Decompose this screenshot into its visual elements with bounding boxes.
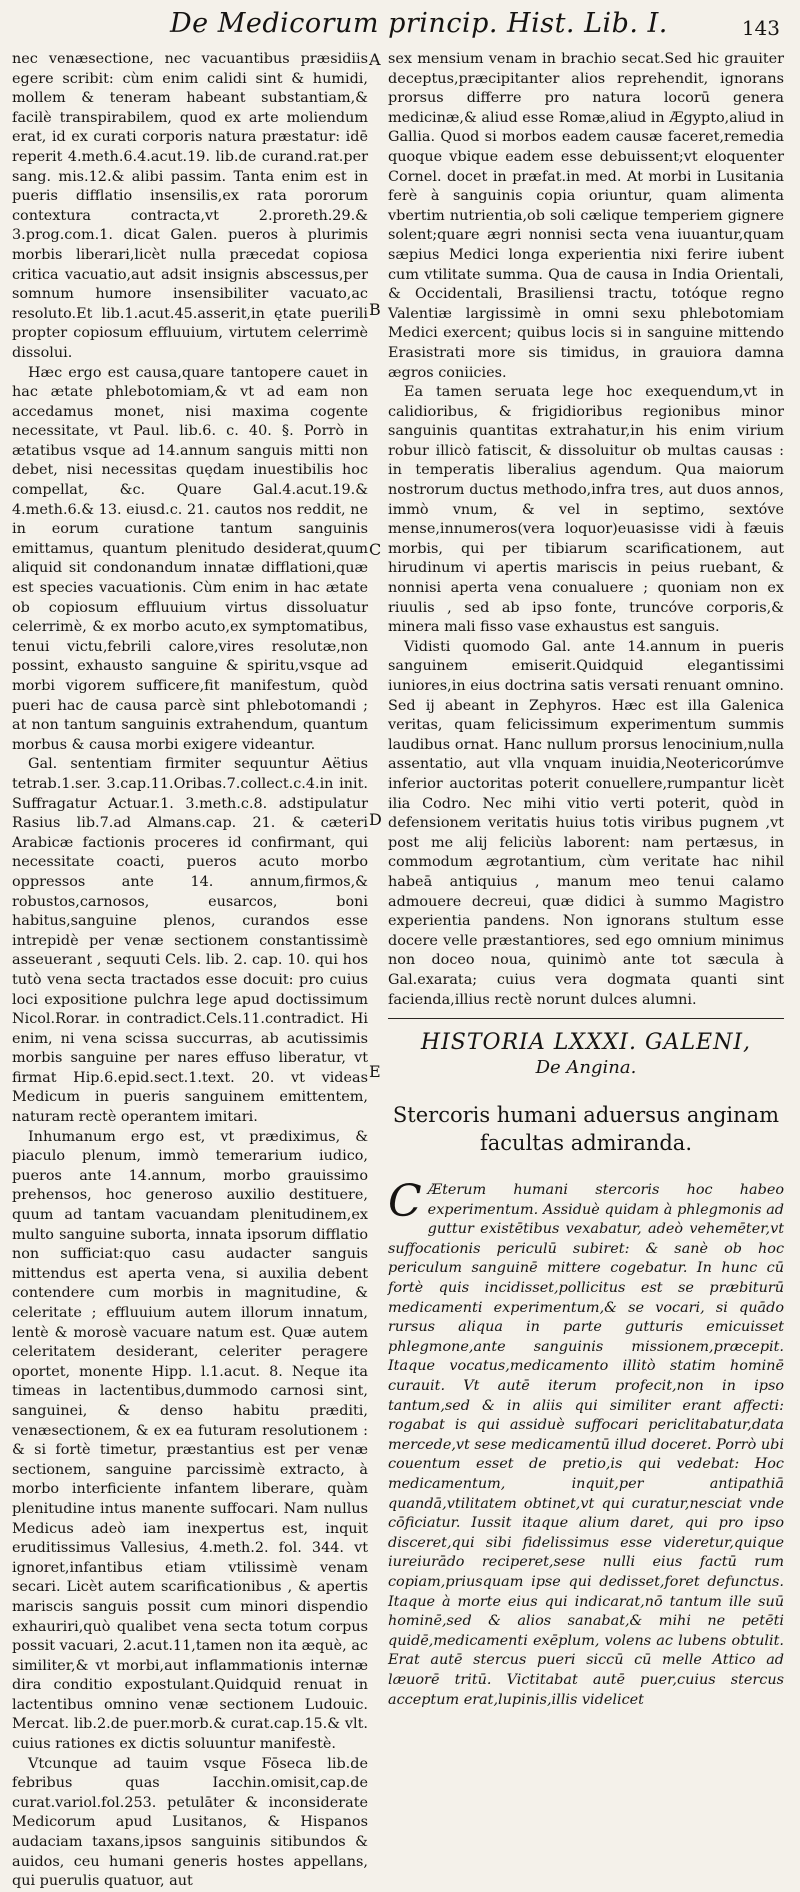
left-paragraph-4: Inhumanum ergo est, vt prædiximus, & piaculo plenum, immò temerarium iudico, pueros ante 14.annum, morbo grauissimo prehensos, hoc generoso auxilio destituere, quum ad tantam vacuandam plenitudinem,ex multo sanguine suborta, innata ipsorum difflatio non sufficiat:quo casu audacter sanguis mittendus est aperta vena, si auxilia debent contendere cum morbis in magnitudine, & celeritate ; effluuium autem illorum innatum, lentè & morosè vacuare natum est. Quæ autem celeritatem desiderant, celeriter peragere oportet, monente Hipp. l.1.acut. 8. Neque ita timeas in lactentibus,dummodo carnosi sint, sanguinei, & denso habitu præditi, venæsectionem, & ex ea futuram resolutionem : & si fortè timetur, præstantius est per venæ sectionem, sanguine parcissimè extracto, à morbo interficiente infantem liberare, quàm plenitudine intus manente suffocari. Nam nullus Medicus adeò iam inexpertus est, inquit eruditissimus Vallesius, 4.meth.2. fol. 344. vt ignoret,infantibus etiam vtilissimè venam secari. Licèt autem scarificationibus , & apertis mariscis sanguis possit cum minori dispendio exhauriri,quò qualibet vena secta totum corpus possit vacuari, 2.acut.11,tamen non ita æquè, ac similiter,& vt morbi,aut inflammationis internæ dira conditio expostulant.Quidquid renuat in lactentibus omnino venæ sectionem Ludouic. Mercat. lib.2.de puer.morb.& curat.cap.15.& vlt. cuius rationes ex dictis soluuntur manifestè. bbox=[12, 1128, 368, 1753]
margin-marker-a: A bbox=[369, 50, 381, 69]
page-number: 143 bbox=[741, 16, 780, 40]
margin-marker-e: E bbox=[369, 1062, 381, 1081]
page-header bbox=[0, 8, 800, 48]
margin-marker-c: C bbox=[369, 540, 382, 559]
right-column bbox=[388, 50, 784, 1710]
margin-marker-b: B bbox=[369, 300, 381, 319]
section-subtitle: Stercoris humani aduersus anginam facultas admiranda. bbox=[392, 1103, 780, 1156]
left-paragraph-5: Vtcunque ad tauim vsque Fōseca lib.de febribus quas Iacchin.omisit,cap.de curat.variol.fol.253. petulāter & inconsiderate Medicorum apud Lusitanos, & Hispanos audaciam taxans,ipsos sanguinis sitibundos & auidos, ceu humani generis hostes appellans, qui puerulis quatuor, aut bbox=[12, 1755, 368, 1890]
italic-paragraph-text: Æterum humani stercoris hoc habeo experimentum. Assiduè quidam à phlegmonis ad guttur existētibus vexabatur, adeò vehemēter,vt suffocationis periculū subiret: & sanè ob hoc periculum sanguinē mittere cogebatur. In hunc cū fortè quis incidisset,pollicitus est se præbiturū medicamenti experimentum,& se vocari, si quādo rursus aliqua in parte gutturis emicuisset phlegmone,ante sanguinis missionem,præcepit. Itaque vocatus,medicamento illitò statim hominē curauit. Vt autē iterum profecit,non in ipso tantum,sed & in aliis qui similiter erant affecti: rogabat is qui assiduè suffocari periclitabatur,data mercede,vt sese medicamentū illud doceret. Porrò ubi couentum esset de pretio,is qui vedebat: Hoc medicamentum, inquit,per antipathiā quandā,vtilitatem obtinet,vt qui curatur,nesciat vnde cōficiatur. Iussit itaque alium daret, qui pro ipso disceret,qui sibi fidelissimus esse videretur,quique iureiurādo reciperet,sese nulli eius factū rum copiam,priusquam ipse qui dedisset,foret defunctus. Itaque à morte eius qui indicarat,nō tantum ille suū hominē,sed & alios sanabat,& mihi ne petēti quidē,medicamenti exēplum, volens ac lubens obtulit. Erat autē stercus pueri siccū cū melle Attico ad læuorē tritū. Victitabat autē puer,cuius stercus acceptum erat,lupinis,illis videlicet bbox=[388, 1182, 784, 1708]
running-title: De Medicorum princip. Hist. Lib. I. bbox=[170, 8, 668, 39]
left-column bbox=[12, 50, 368, 1892]
history-subheading: De Angina. bbox=[535, 1057, 637, 1079]
drop-cap: C bbox=[388, 1176, 422, 1228]
left-paragraph-3: Gal. sententiam firmiter sequuntur Aëtius tetrab.1.ser. 3.cap.11.Oribas.7.collect.c.4.in init. Suffragatur Actuar.1. 3.meth.c.8. adstipulatur Rasius lib.7.ad Almans.cap. 21. & cæteri Arabicæ factionis proceres id confirmant, qui necessitate coacti, pueros acuto morbo oppressos ante 14. annum,firmos,& robustos,carnosos, eusarcos, boni habitus,sanguine plenos, curandos esse intrepidè per venæ sectionem constantissimè asseuerant , sequuti Cels. lib. 2. cap. 10. qui hos tutò vena secta tractados esse docuit: pro cuius loci expositione pulchra lege apud doctissimum Nicol.Rorar. in contradict.Cels.11.contradict. Hi enim, ni vena scissa succurras, ab acutissimis morbis sanguine per nares effuso liberatur, vt firmat Hip.6.epid.sect.1.text. 20. vt videas Medicum in pueris sanguinem emittentem, naturam rectè operantem imitari. bbox=[12, 756, 368, 1126]
left-paragraph-2: Hæc ergo est causa,quare tantopere cauet in hac ætate phlebotomiam,& vt ad eam non accedamus monet, nisi maxima cogente necessitate, vt Paul. lib.6. c. 40. §. Porrò in ætatibus vsque ad 14.annum sanguis mitti non debet, nisi necessitas quędam inuestibilis hoc compellat, &c. Quare Gal.4.acut.19.& 4.meth.6.& 13. eiusd.c. 21. cautos nos reddit, ne in eorum curatione tantum sanguinis emittamus, quantum plenitudo desiderat,quum aliquid sit condonandum innatæ difflationi,quæ est species vacuationis. Cùm enim in hac ætate ob copiosum effluuium virtus dissoluatur celerrimè, & ex morbo acuto,ex symptomatibus, tenui victu,febrili calore,vires resolutæ,non possint, exhausto sanguine & spiritu,vsque ad morbi vigorem sufficere,fit manifestum, quòd pueri hac de causa parcè sint phlebotomandi ; at non tantum sanguinis extrahendum, quantum morbus & causa morbi exigere videantur. bbox=[12, 364, 368, 753]
history-heading: HISTORIA LXXXI. GALENI, bbox=[420, 1030, 752, 1056]
right-paragraph-1: sex mensium venam in brachio secat.Sed hic grauiter deceptus,præcipitanter alios reprehendit, ignorans prorsus differre pro natura locorū genera medicinæ,& aliud esse Romæ,aliud in Ægypto,aliud in Gallia. Quod si morbos eadem causæ faceret,remedia quoque vbique eadem esse debuissent;vt eloquenter Cornel. docet in præfat.in med. At morbi in Lusitania ferè à sanguinis copia oriuntur, quam alimenta vbertim nutrientia,ob soli cælique temperiem gignere solent;quare ægri nonnisi secta vena iuuantur,quam sæpius Medici longa experientia nixi ferire iubent cum vtilitate summa. Qua de causa in India Orientali, & Occidentali, Brasiliensi tractu, totóque regno Valentiæ largissimè in omni sexu phlebotomiam Medici exercent; quibus locis si in sanguine mittendo Erasistrati more sis timidus, in grauiora damna ægros coniicies. bbox=[388, 51, 784, 381]
right-paragraph-3: Vidisti quomodo Gal. ante 14.annum in pueris sanguinem emiserit.Quidquid elegantissimi iuniores,in eius doctrina satis versati renuant omnino. Sed ij abeant in Zephyros. Hæc est illa Galenica veritas, quam felicissimum experimentum summis laudibus ornat. Hanc nullum prorsus lenocinium,nulla assentatio, aut vlla vnquam inuidia,Neotericorúmve inferior auctoritas poterit conuellere,rumpantur licèt ilia Codro. Nec mihi vitio verti poterit, quòd in defensionem veritatis huius totis viribus pugnem ,vt post me alij feliciùs laborent: nam pertæsus, in commodum ægrotantium, cùm veritate hac nihil habeā antiquius , manum meo tenui calamo admouere decreui, quæ didici à summo Magistro experientia pandens. Non ignorans stultum esse docere velle præstantiores, sed ego omnium minimus non doceo noua, quinimò ante tot sæcula à Gal.exarata; cuius vera dogmata quanti sint facienda,illius rectè norunt dulces alumni. bbox=[388, 638, 784, 1008]
margin-marker-d: D bbox=[369, 810, 382, 829]
left-paragraph-1: nec venæsectione, nec vacuantibus præsidiis egere scribit: cùm enim calidi sint & humidi, mollem & teneram habeant substantiam,& facilè transpirabilem, quod ex arte moliendum erat, id ex curati corporis natura præstatur: idē reperit 4.meth.6.4.acut.19. lib.de curand.rat.per sang. mis.12.& alibi passim. Tanta enim est in pueris difflatio insensilis,ex rata pororum contextura contracta,vt 2.proreth.29.& 3.prog.com.1. dicat Galen. pueros à plurimis morbis liberari,licèt nulla præcedat copiosa critica vacuatio,aut adsit insignis abscessus,per somnum humore insensibiliter vacuato,ac resoluto.Et lib.1.acut.45.asserit,in ętate puerili propter copiosum effluuium, virtutem celerrimè dissolui. bbox=[12, 51, 368, 361]
right-paragraph-2: Ea tamen seruata lege hoc exequendum,vt in calidioribus, & frigidioribus regionibus minor sanguinis quantitas extrahatur,in his enim virium robur illicò fatiscit, & dissoluitur ob multas causas : in temperatis liberalius agendum. Qua maiorum nostrorum ductus methodo,infra tres, aut duos annos, immò vnum, & vel in septimo, sextóve mense,innumeros(vera loquor)euasisse vidi à fæuis morbis, qui per tibiarum scarificationem, aut hirudinum vi apertis mariscis in peius ruebant, & nonnisi aperta vena conualuere ; quoniam non ex riuulis , sed ab ipso fonte, truncóve corporis,& minera mali fisso vase exhaustus est sanguis. bbox=[388, 384, 784, 636]
italic-paragraph bbox=[388, 1176, 784, 1710]
section-divider bbox=[388, 1018, 784, 1019]
